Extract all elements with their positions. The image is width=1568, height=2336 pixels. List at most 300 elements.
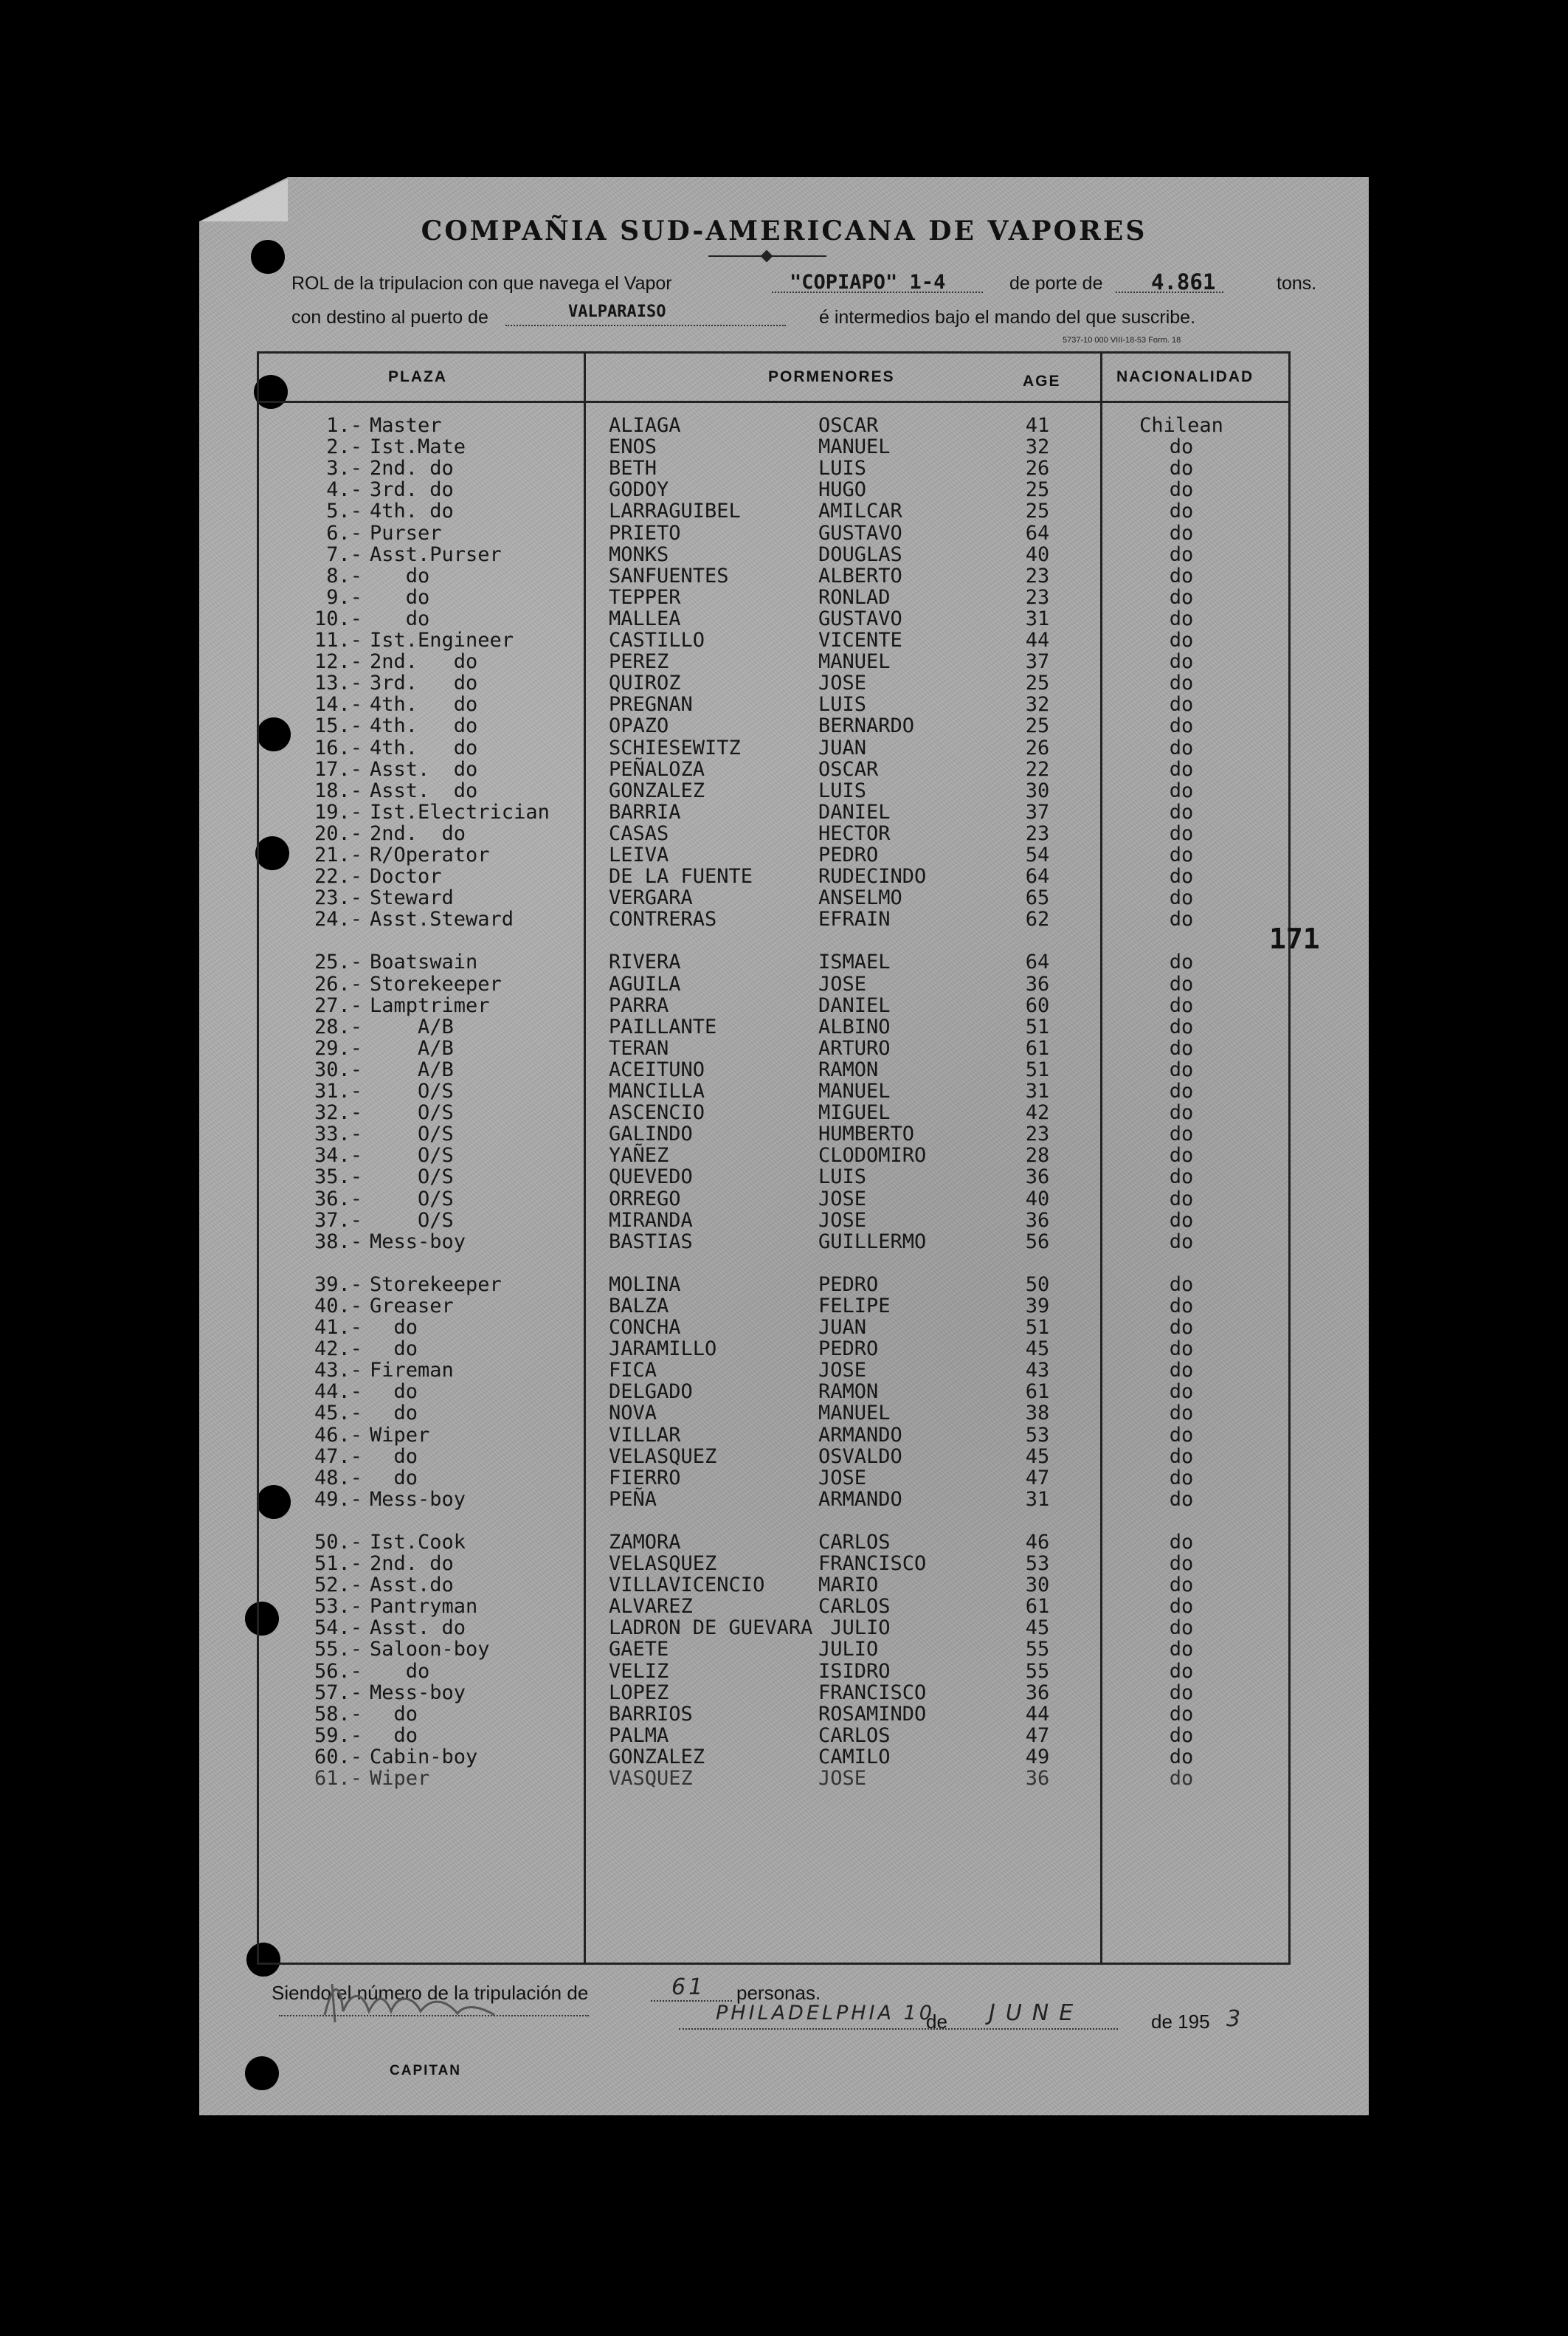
- crew-position: 2nd. do: [370, 1552, 454, 1575]
- crew-given-name: CLODOMIRO: [818, 1144, 927, 1168]
- crew-nationality: do: [1169, 821, 1194, 845]
- row-number: 1.-: [326, 414, 362, 437]
- crew-given-name: JOSE: [818, 1767, 867, 1790]
- crew-given-name: MANUEL: [818, 1080, 891, 1103]
- crew-age: 49: [1025, 1745, 1050, 1768]
- row-number: 33.-: [314, 1123, 362, 1146]
- table-row: [259, 779, 1288, 801]
- crew-age: 61: [1025, 1595, 1050, 1619]
- crew-age: 26: [1025, 736, 1050, 759]
- crew-surname: PARRA: [609, 993, 669, 1017]
- table-row: [259, 478, 1288, 500]
- row-number: 17.-: [314, 757, 362, 781]
- crew-position: do: [370, 1337, 418, 1361]
- table-row: [259, 435, 1288, 457]
- row-number: 14.-: [314, 693, 362, 717]
- crew-nationality: do: [1169, 1380, 1194, 1404]
- crew-age: 45: [1025, 1616, 1050, 1640]
- crew-given-name: MANUEL: [818, 650, 891, 674]
- crew-surname: LOPEZ: [609, 1681, 669, 1704]
- crew-age: 30: [1025, 1574, 1050, 1597]
- crew-given-name: CARLOS: [818, 1530, 891, 1554]
- crew-position: Asst.do: [370, 1574, 454, 1597]
- crew-surname: BETH: [609, 457, 657, 480]
- crew-position: Mess-boy: [370, 1487, 466, 1511]
- crew-given-name: EFRAIN: [818, 908, 891, 931]
- row-number: 43.-: [314, 1359, 362, 1382]
- crew-surname: ASCENCIO: [609, 1101, 705, 1125]
- crew-nationality: do: [1169, 779, 1194, 802]
- crew-age: 40: [1025, 542, 1050, 566]
- crew-position: do: [370, 607, 430, 630]
- header-line1-tons: tons.: [1277, 273, 1317, 294]
- crew-surname: BASTIAS: [609, 1230, 693, 1253]
- crew-given-name: GUSTAVO: [818, 521, 902, 545]
- crew-given-name: DANIEL: [818, 800, 891, 824]
- crew-nationality: do: [1169, 650, 1194, 674]
- crew-position: O/S: [370, 1123, 454, 1146]
- crew-given-name: RAMON: [818, 1058, 879, 1081]
- table-row: [259, 1080, 1288, 1101]
- crew-surname: QUEVEDO: [609, 1165, 693, 1189]
- table-row: [259, 565, 1288, 586]
- crew-surname: GONZALEZ: [609, 779, 705, 802]
- crew-surname: ENOS: [609, 435, 657, 459]
- crew-given-name: CARLOS: [818, 1595, 891, 1619]
- crew-given-name: RUDECINDO: [818, 865, 927, 889]
- crew-position: A/B: [370, 1058, 454, 1081]
- crew-nationality: do: [1169, 1294, 1194, 1317]
- crew-nationality: do: [1169, 672, 1194, 695]
- row-number: 46.-: [314, 1423, 362, 1447]
- crew-position: 4th. do: [370, 693, 478, 717]
- crew-nationality: do: [1169, 1638, 1194, 1661]
- table-row: [259, 1188, 1288, 1209]
- crew-age: 55: [1025, 1638, 1050, 1661]
- crew-position: do: [370, 564, 430, 588]
- crew-nationality: do: [1169, 1595, 1194, 1619]
- crew-surname: JARAMILLO: [609, 1337, 717, 1361]
- crew-nationality: do: [1169, 951, 1194, 974]
- crew-age: 41: [1025, 414, 1050, 437]
- row-number: 24.-: [314, 908, 362, 931]
- crew-given-name: BERNARDO: [818, 714, 915, 738]
- crew-age: 25: [1025, 500, 1050, 523]
- column-header-age: AGE: [1023, 373, 1061, 390]
- crew-surname: VILLAVICENCIO: [609, 1574, 765, 1597]
- table-row: [259, 994, 1288, 1016]
- table-row: [259, 737, 1288, 758]
- destination-blank: [505, 325, 786, 326]
- crew-nationality: do: [1169, 1723, 1194, 1747]
- row-number: 34.-: [314, 1144, 362, 1168]
- table-row: [259, 758, 1288, 779]
- crew-position: Purser: [370, 521, 442, 545]
- crew-age: 22: [1025, 757, 1050, 781]
- table-row: [259, 1165, 1288, 1187]
- crew-age: 38: [1025, 1402, 1050, 1425]
- crew-position: do: [370, 1466, 418, 1489]
- margin-page-number: 171: [1269, 923, 1320, 955]
- crew-age: 64: [1025, 521, 1050, 545]
- crew-age: 64: [1025, 951, 1050, 974]
- crew-age: 25: [1025, 478, 1050, 502]
- crew-surname: GONZALEZ: [609, 1745, 705, 1768]
- crew-surname: PEÑALOZA: [609, 757, 705, 781]
- crew-nationality: do: [1169, 714, 1194, 738]
- crew-age: 44: [1025, 629, 1050, 652]
- crew-age: 60: [1025, 993, 1050, 1017]
- crew-surname: MONKS: [609, 542, 669, 566]
- crew-surname: SCHIESEWITZ: [609, 736, 741, 759]
- crew-given-name: LUIS: [818, 1165, 867, 1189]
- title-ornament-diamond: [761, 250, 773, 263]
- crew-given-name: PEDRO: [818, 1272, 879, 1296]
- crew-nationality: do: [1169, 844, 1194, 866]
- crew-age: 46: [1025, 1530, 1050, 1554]
- table-row: [259, 886, 1288, 908]
- crew-given-name: JULIO: [818, 1638, 879, 1661]
- crew-surname: MANCILLA: [609, 1080, 705, 1103]
- table-row: [259, 1531, 1288, 1552]
- crew-age: 65: [1025, 886, 1050, 910]
- crew-age: 61: [1025, 1036, 1050, 1060]
- crew-position: 4th. do: [370, 500, 454, 523]
- crew-age: 40: [1025, 1187, 1050, 1210]
- row-number: 28.-: [314, 1015, 362, 1038]
- crew-nationality: do: [1169, 607, 1194, 630]
- crew-nationality: do: [1169, 1659, 1194, 1683]
- row-number: 18.-: [314, 779, 362, 802]
- crew-position: Wiper: [370, 1423, 430, 1447]
- table-row: [259, 1767, 1288, 1788]
- crew-nationality: do: [1169, 1402, 1194, 1425]
- crew-nationality: do: [1169, 908, 1194, 931]
- crew-age: 32: [1025, 693, 1050, 717]
- crew-nationality: do: [1169, 736, 1194, 759]
- row-number: 26.-: [314, 972, 362, 996]
- crew-nationality: do: [1169, 1574, 1194, 1597]
- table-row: [259, 1144, 1288, 1168]
- crew-table: [257, 351, 1291, 1965]
- crew-position: Storekeeper: [370, 972, 502, 996]
- row-number: 10.-: [314, 607, 362, 630]
- crew-age: 47: [1025, 1723, 1050, 1747]
- crew-given-name: ARMANDO: [818, 1487, 902, 1511]
- crew-given-name: LUIS: [818, 457, 867, 480]
- table-row: [259, 650, 1288, 672]
- crew-given-name: LUIS: [818, 779, 867, 802]
- crew-surname: OPAZO: [609, 714, 669, 738]
- crew-age: 64: [1025, 865, 1050, 889]
- crew-nationality: do: [1169, 1101, 1194, 1125]
- table-row: [259, 1058, 1288, 1080]
- column-header-pormenores: PORMENORES: [768, 368, 895, 385]
- crew-given-name: JOSE: [818, 972, 867, 996]
- table-row: [259, 693, 1288, 717]
- table-row: [259, 1359, 1288, 1380]
- crew-surname: PREGNAN: [609, 693, 693, 717]
- crew-nationality: do: [1169, 435, 1194, 459]
- crew-position: R/Operator: [370, 844, 490, 866]
- table-row: [259, 586, 1288, 607]
- punch-hole: [245, 2056, 279, 2090]
- crew-age: 36: [1025, 1767, 1050, 1790]
- row-number: 16.-: [314, 736, 362, 759]
- crew-nationality: do: [1169, 1165, 1194, 1189]
- crew-position: do: [370, 1402, 418, 1425]
- crew-surname: SANFUENTES: [609, 564, 729, 588]
- crew-position: do: [370, 1380, 418, 1404]
- crew-nationality: do: [1169, 1187, 1194, 1210]
- crew-surname: PRIETO: [609, 521, 681, 545]
- crew-surname: GALINDO: [609, 1123, 693, 1146]
- crew-position: Wiper: [370, 1767, 430, 1790]
- crew-surname: PEÑA: [609, 1487, 657, 1511]
- crew-position: O/S: [370, 1208, 454, 1232]
- crew-given-name: ARMANDO: [818, 1423, 902, 1447]
- crew-age: 55: [1025, 1659, 1050, 1683]
- table-row: [259, 1273, 1288, 1295]
- table-row: [259, 1552, 1288, 1574]
- row-number: 30.-: [314, 1058, 362, 1081]
- table-row: [259, 414, 1288, 435]
- crew-surname: YAÑEZ: [609, 1144, 669, 1168]
- crew-position: 2nd. do: [370, 821, 466, 845]
- table-row: [259, 1703, 1288, 1724]
- crew-nationality: do: [1169, 1466, 1194, 1489]
- column-header-nacionalidad: NACIONALIDAD: [1116, 368, 1254, 385]
- crew-surname: VERGARA: [609, 886, 693, 910]
- form-code: 5737-10 000 VIII-18-53 Form. 18: [1063, 336, 1181, 345]
- crew-surname: VELASQUEZ: [609, 1444, 717, 1468]
- table-row: [259, 865, 1288, 889]
- crew-position: Storekeeper: [370, 1272, 502, 1296]
- table-row: [259, 500, 1288, 521]
- table-row: [259, 908, 1288, 929]
- table-row: [259, 607, 1288, 629]
- crew-age: 23: [1025, 1123, 1050, 1146]
- crew-surname: VELASQUEZ: [609, 1552, 717, 1575]
- crew-age: 28: [1025, 1144, 1050, 1168]
- crew-given-name: PEDRO: [818, 1337, 879, 1361]
- crew-nationality: do: [1169, 1272, 1194, 1296]
- row-number: 32.-: [314, 1101, 362, 1125]
- crew-age: 25: [1025, 714, 1050, 738]
- crew-age: 51: [1025, 1015, 1050, 1038]
- crew-surname: PEREZ: [609, 650, 669, 674]
- crew-surname: FICA: [609, 1359, 657, 1382]
- crew-position: do: [370, 585, 430, 609]
- row-number: 7.-: [326, 542, 362, 566]
- crew-nationality: do: [1169, 757, 1194, 781]
- crew-position: Asst.Purser: [370, 542, 502, 566]
- crew-age: 45: [1025, 1337, 1050, 1361]
- crew-nationality: do: [1169, 500, 1194, 523]
- crew-surname: VILLAR: [609, 1423, 681, 1447]
- row-number: 55.-: [314, 1638, 362, 1661]
- signing-place: PHILADELPHIA 10: [716, 2002, 935, 2025]
- crew-surname: ZAMORA: [609, 1530, 681, 1554]
- crew-nationality: do: [1169, 993, 1194, 1017]
- crew-given-name: ISMAEL: [818, 951, 891, 974]
- crew-position: Ist.Engineer: [370, 629, 514, 652]
- crew-given-name: MIGUEL: [818, 1101, 891, 1125]
- row-number: 3.-: [326, 457, 362, 480]
- crew-age: 37: [1025, 650, 1050, 674]
- crew-age: 31: [1025, 1080, 1050, 1103]
- crew-given-name: GUILLERMO: [818, 1230, 927, 1253]
- crew-nationality: do: [1169, 457, 1194, 480]
- crew-nationality: do: [1169, 478, 1194, 502]
- crew-nationality: do: [1169, 542, 1194, 566]
- vessel-name: "COPIAPO" 1-4: [790, 271, 946, 294]
- row-number: 13.-: [314, 672, 362, 695]
- crew-age: 53: [1025, 1552, 1050, 1575]
- row-number: 31.-: [314, 1080, 362, 1103]
- table-row: [259, 1230, 1288, 1252]
- crew-nationality: do: [1169, 1681, 1194, 1704]
- crew-position: Lamptrimer: [370, 993, 490, 1017]
- crew-position: 2nd. do: [370, 457, 454, 480]
- row-number: 36.-: [314, 1187, 362, 1210]
- crew-given-name: JOSE: [818, 1359, 867, 1382]
- crew-age: 31: [1025, 1487, 1050, 1511]
- crew-nationality: do: [1169, 1552, 1194, 1575]
- crew-age: 36: [1025, 1208, 1050, 1232]
- crew-age: 31: [1025, 607, 1050, 630]
- crew-nationality: do: [1169, 1144, 1194, 1168]
- table-row: [259, 1574, 1288, 1595]
- row-number: 38.-: [314, 1230, 362, 1253]
- row-number: 19.-: [314, 800, 362, 824]
- crew-position: do: [370, 1702, 418, 1726]
- crew-given-name: FRANCISCO: [818, 1681, 927, 1704]
- column-header-plaza: PLAZA: [388, 368, 447, 385]
- row-number: 58.-: [314, 1702, 362, 1726]
- row-number: 41.-: [314, 1316, 362, 1339]
- crew-given-name: ANSELMO: [818, 886, 902, 910]
- crew-nationality: do: [1169, 1230, 1194, 1253]
- crew-surname: RIVERA: [609, 951, 681, 974]
- table-row: [259, 543, 1288, 565]
- row-number: 15.-: [314, 714, 362, 738]
- crew-given-name: DOUGLAS: [818, 542, 902, 566]
- crew-given-name: VICENTE: [818, 629, 902, 652]
- crew-nationality: do: [1169, 1337, 1194, 1361]
- crew-given-name: LUIS: [818, 693, 867, 717]
- crew-nationality: do: [1169, 1702, 1194, 1726]
- crew-surname: ORREGO: [609, 1187, 681, 1210]
- header-line2-rest: é intermedios bajo el mando del que suscribe.: [819, 307, 1196, 328]
- crew-given-name: CARLOS: [818, 1723, 891, 1747]
- crew-position: do: [370, 1316, 418, 1339]
- crew-age: 61: [1025, 1380, 1050, 1404]
- row-number: 39.-: [314, 1272, 362, 1296]
- row-number: 54.-: [314, 1616, 362, 1640]
- crew-surname: VASQUEZ: [609, 1767, 693, 1790]
- table-row: [259, 1595, 1288, 1619]
- crew-position: 3rd. do: [370, 672, 478, 695]
- row-number: 40.-: [314, 1294, 362, 1317]
- crew-nationality: do: [1169, 1015, 1194, 1038]
- crew-given-name: ALBERTO: [818, 564, 902, 588]
- crew-given-name: JOSE: [818, 1466, 867, 1489]
- crew-position: O/S: [370, 1187, 454, 1210]
- crew-given-name: ARTURO: [818, 1036, 891, 1060]
- crew-nationality: do: [1169, 1745, 1194, 1768]
- crew-surname: BARRIA: [609, 800, 681, 824]
- crew-position: do: [370, 1723, 418, 1747]
- table-row: [259, 1016, 1288, 1037]
- header-line2-label: con destino al puerto de: [291, 307, 488, 328]
- table-row: [259, 1638, 1288, 1659]
- row-number: 59.-: [314, 1723, 362, 1747]
- crew-surname: AGUILA: [609, 972, 681, 996]
- footer-year-digit: 3: [1226, 2006, 1241, 2032]
- crew-surname: ALIAGA: [609, 414, 681, 437]
- table-row: [259, 822, 1288, 844]
- table-row: [259, 1380, 1288, 1402]
- row-number: 29.-: [314, 1036, 362, 1060]
- company-name: COMPAÑIA SUD-AMERICANA DE VAPORES: [421, 216, 1147, 247]
- crew-age: 25: [1025, 672, 1050, 695]
- crew-age: 43: [1025, 1359, 1050, 1382]
- crew-position: Greaser: [370, 1294, 454, 1317]
- crew-surname: MIRANDA: [609, 1208, 693, 1232]
- crew-position: O/S: [370, 1144, 454, 1168]
- row-number: 21.-: [314, 844, 362, 866]
- row-number: 51.-: [314, 1552, 362, 1575]
- crew-given-name: HUMBERTO: [818, 1123, 915, 1146]
- table-row: [259, 1424, 1288, 1445]
- crew-surname: CASTILLO: [609, 629, 705, 652]
- crew-surname: MOLINA: [609, 1272, 681, 1296]
- crew-position: Cabin-boy: [370, 1745, 478, 1768]
- crew-position: Doctor: [370, 865, 442, 889]
- crew-age: 36: [1025, 972, 1050, 996]
- crew-given-name: MARIO: [818, 1574, 879, 1597]
- crew-given-name: HECTOR: [818, 821, 891, 845]
- crew-age: 51: [1025, 1316, 1050, 1339]
- crew-position: Ist.Electrician: [370, 800, 550, 824]
- crew-nationality: do: [1169, 1530, 1194, 1554]
- crew-nationality: do: [1169, 1616, 1194, 1640]
- crew-age: 53: [1025, 1423, 1050, 1447]
- footer-de: de: [926, 2011, 947, 2033]
- captain-signature: [310, 1971, 502, 2030]
- crew-position: Ist.Cook: [370, 1530, 466, 1554]
- crew-position: O/S: [370, 1101, 454, 1125]
- row-number: 27.-: [314, 993, 362, 1017]
- crew-surname: PAILLANTE: [609, 1015, 717, 1038]
- row-number: 44.-: [314, 1380, 362, 1404]
- header-divider: [259, 401, 1288, 403]
- crew-position: do: [370, 1659, 430, 1683]
- row-number: 57.-: [314, 1681, 362, 1704]
- crew-surname: MALLEA: [609, 607, 681, 630]
- table-row: [259, 844, 1288, 865]
- crew-position: 3rd. do: [370, 478, 454, 502]
- crew-surname: DELGADO: [609, 1380, 693, 1404]
- row-number: 12.-: [314, 650, 362, 674]
- date-blank: [679, 2028, 1118, 2030]
- crew-position: O/S: [370, 1165, 454, 1189]
- header-line1-porte: de porte de: [1009, 273, 1103, 294]
- crew-age: 51: [1025, 1058, 1050, 1081]
- crew-position: Asst. do: [370, 757, 478, 781]
- crew-given-name: AMILCAR: [818, 500, 902, 523]
